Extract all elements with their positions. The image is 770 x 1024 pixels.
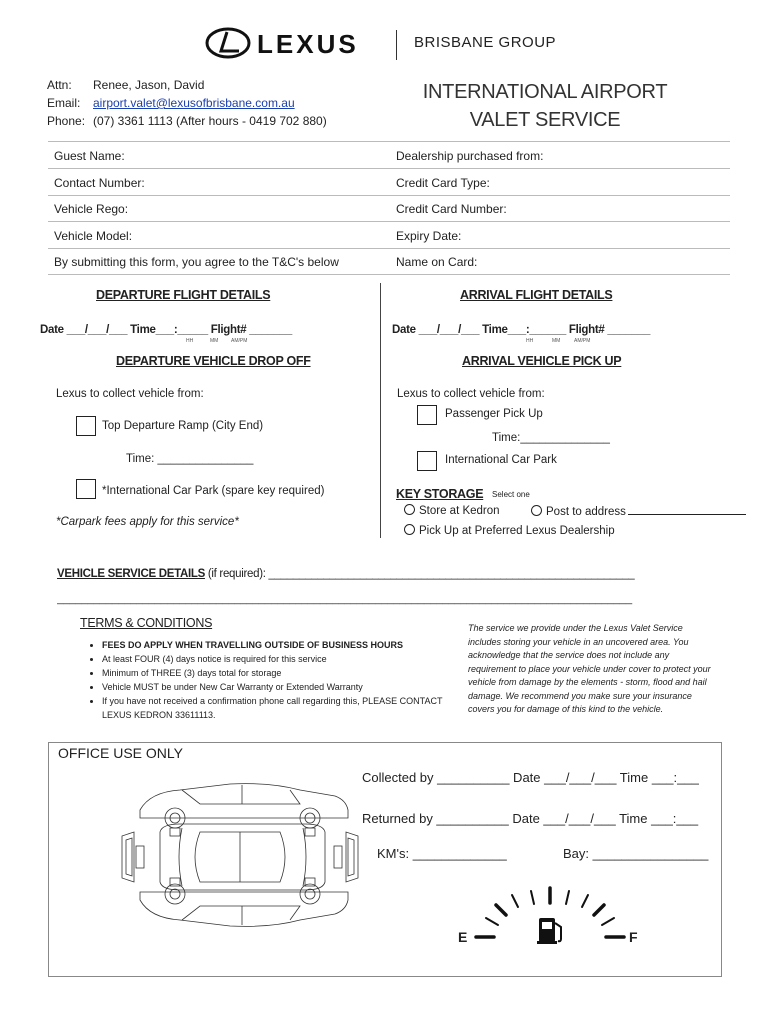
contact-number-field[interactable]: Contact Number: xyxy=(54,176,145,190)
arrival-vehicle-heading: ARRIVAL VEHICLE PICK UP xyxy=(462,354,622,368)
service-details-row[interactable] xyxy=(57,568,634,580)
arrival-carpark-label: International Car Park xyxy=(445,454,557,466)
arrival-time-line[interactable]: Time:______________ xyxy=(492,432,610,444)
name-on-card-field[interactable]: Name on Card: xyxy=(396,255,478,269)
service-details-suffix: (if required): ____________________________________________________________ xyxy=(207,568,635,580)
key-option-dealership[interactable] xyxy=(404,524,615,537)
fuel-full-label: F xyxy=(629,929,638,945)
departure-carpark-checkbox[interactable] xyxy=(76,479,96,499)
returned-by-line[interactable]: Returned by __________ Date ___/___/___ Time ___:___ xyxy=(362,811,699,826)
key-select-one: Select one xyxy=(492,490,530,499)
title-line-2: VALET SERVICE xyxy=(469,109,621,131)
arrival-flight-heading: ARRIVAL FLIGHT DETAILS xyxy=(460,288,613,302)
credit-card-type-field[interactable]: Credit Card Type: xyxy=(396,176,490,190)
arrival-carpark-checkbox[interactable] xyxy=(417,451,437,471)
key-option-dealership-label: Pick Up at Preferred Lexus Dealership xyxy=(419,525,615,537)
phone-value: (07) 3361 1113 (After hours - 0419 702 880) xyxy=(93,114,327,128)
arrival-hh-label: HH xyxy=(526,338,534,344)
departure-flight-line[interactable]: Date ___/___/___ Time___:_____ Flight# _______ xyxy=(40,324,292,336)
bay-line[interactable]: Bay: ________________ xyxy=(563,846,709,861)
expiry-date-field[interactable]: Expiry Date: xyxy=(396,229,462,243)
vehicle-damage-diagram xyxy=(120,770,360,945)
fuel-pump-icon xyxy=(537,918,561,944)
lexus-logo xyxy=(205,26,385,65)
arrival-flight-line[interactable]: Date ___/___/___ Time___:______ Flight# _______ xyxy=(392,324,651,336)
key-option-post-label: Post to address xyxy=(546,506,626,518)
title-line-1: INTERNATIONAL AIRPORT xyxy=(422,81,668,103)
attn-value: Renee, Jason, David xyxy=(93,78,205,92)
column-divider xyxy=(380,283,381,538)
key-option-kedron-label: Store at Kedron xyxy=(419,505,500,517)
departure-mm-label: MM xyxy=(210,338,219,344)
email-link[interactable]: airport.valet@lexusofbrisbane.com.au xyxy=(93,96,295,110)
lexus-logo-text: LEXUS xyxy=(257,29,359,59)
radio-icon[interactable] xyxy=(531,505,542,516)
terms-item: • Vehicle MUST be under New Car Warranty or Extended Warranty xyxy=(102,680,472,694)
terms-heading: TERMS & CONDITIONS xyxy=(80,616,213,630)
key-storage-heading: KEY STORAGE xyxy=(396,487,484,501)
rule xyxy=(48,274,730,275)
credit-card-number-field[interactable]: Credit Card Number: xyxy=(396,202,507,216)
header-divider xyxy=(396,30,397,60)
departure-ramp-label: Top Departure Ramp (City End) xyxy=(102,420,264,432)
departure-time-line[interactable]: Time: _______________ xyxy=(126,453,254,465)
departure-ampm-label: AM/PM xyxy=(231,338,248,344)
rule xyxy=(48,195,730,196)
vehicle-model-field[interactable]: Vehicle Model: xyxy=(54,229,133,243)
departure-ramp-checkbox[interactable] xyxy=(76,416,96,436)
arrival-collect-label: Lexus to collect vehicle from: xyxy=(397,388,545,400)
email-label: Email: xyxy=(47,96,81,110)
terms-item: • At least FOUR (4) days notice is required for this service xyxy=(102,652,472,666)
guest-name-field[interactable]: Guest Name: xyxy=(54,149,125,163)
service-details-label: VEHICLE SERVICE DETAILS xyxy=(57,568,205,580)
carpark-fees-note: *Carpark fees apply for this service* xyxy=(56,516,239,528)
post-address-line[interactable] xyxy=(628,514,746,515)
departure-carpark-label: *International Car Park (spare key required) xyxy=(102,485,325,497)
terms-item: • FEES DO APPLY WHEN TRAVELLING OUTSIDE OF BUSINESS HOURS xyxy=(102,638,472,652)
terms-item: • If you have not received a confirmation phone call regarding this, PLEASE CONTACT LEXUS KEDRON 33611113. xyxy=(102,694,472,722)
departure-collect-label: Lexus to collect vehicle from: xyxy=(56,388,204,400)
key-option-post[interactable] xyxy=(531,505,626,518)
rule xyxy=(48,141,730,142)
page-title xyxy=(390,78,700,134)
arrival-passenger-checkbox[interactable] xyxy=(417,405,437,425)
departure-vehicle-heading: DEPARTURE VEHICLE DROP OFF xyxy=(116,354,311,368)
arrival-mm-label: MM xyxy=(552,338,561,344)
vehicle-rego-field[interactable]: Vehicle Rego: xyxy=(54,202,129,216)
phone-label: Phone: xyxy=(47,114,86,128)
collected-by-line[interactable]: Collected by __________ Date ___/___/___ Time ___:___ xyxy=(362,770,699,785)
terms-agreement-text: By submitting this form, you agree to the T&C's below xyxy=(54,255,339,269)
key-option-kedron[interactable] xyxy=(404,504,500,517)
dealership-field[interactable]: Dealership purchased from: xyxy=(396,149,544,163)
rule xyxy=(48,248,730,249)
terms-list xyxy=(80,638,472,722)
rule xyxy=(48,221,730,222)
departure-flight-heading: DEPARTURE FLIGHT DETAILS xyxy=(96,288,271,302)
attn-label: Attn: xyxy=(47,78,72,92)
radio-icon[interactable] xyxy=(404,504,415,515)
contact-block xyxy=(47,76,327,130)
departure-hh-label: HH xyxy=(186,338,194,344)
service-details-line[interactable]: ______________________________________________________________________________________________ xyxy=(57,593,633,605)
fuel-gauge[interactable] xyxy=(458,885,648,960)
radio-icon[interactable] xyxy=(404,524,415,535)
office-use-title: OFFICE USE ONLY xyxy=(58,745,183,761)
fuel-empty-label: E xyxy=(458,929,468,945)
fuel-gauge-icon xyxy=(458,885,648,955)
rule xyxy=(48,168,730,169)
terms-note: The service we provide under the Lexus Valet Service includes storing your vehicle in an uncovered area. You acknowledge that the service does not include any requirement to place your vehicle under cover to protect your vehicle from damage by the elements - storm, flood and hail damage. We recommend you make sure your insurance covers you for damage of this kind to the vehicle. xyxy=(468,623,711,714)
brand-group: BRISBANE GROUP xyxy=(414,34,557,51)
kms-line[interactable]: KM's: _____________ xyxy=(377,846,507,861)
car-outline-icon xyxy=(120,770,360,940)
terms-item: • Minimum of THREE (3) days total for storage xyxy=(102,666,472,680)
lexus-logo-icon xyxy=(205,26,385,60)
arrival-ampm-label: AM/PM xyxy=(574,338,591,344)
arrival-passenger-label: Passenger Pick Up xyxy=(445,408,543,420)
